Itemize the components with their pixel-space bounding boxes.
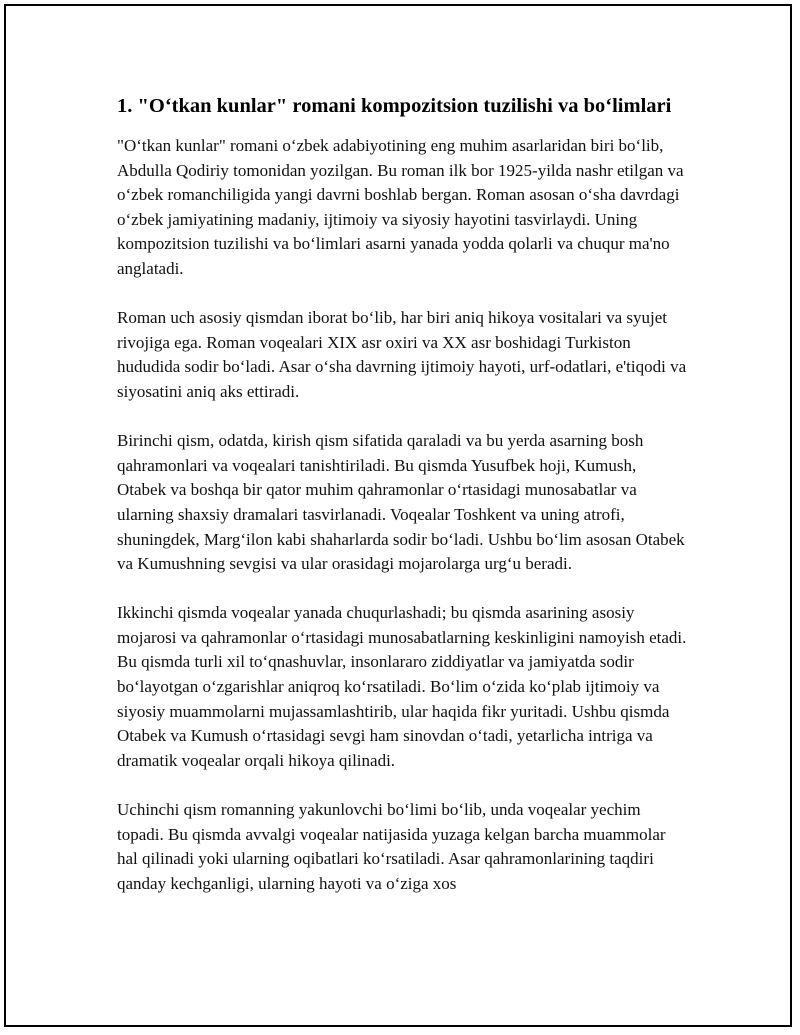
document-body bbox=[117, 93, 689, 896]
paragraph-part-two: Ikkinchi qismda voqealar yanada chuqurlashadi; bu qismda asarining asosiy mojarosi va qahramonlar o‘rtasidagi munosabatlarning keskinligini namoyish etadi. Bu qismda turli xil to‘qnashuvlar, insonlararo ziddiyatlar va jamiyatda sodir bo‘layotgan o‘zgarishlar aniqroq ko‘rsatiladi. Bo‘lim o‘zida ko‘plab ijtimoiy va siyosiy muammolarni mujassamlashtirib, ular haqida fikr yuritadi. Ushbu qismda Otabek va Kumush o‘rtasidagi sevgi ham sinovdan o‘tadi, yetarlicha intriga va dramatik voqealar orqali hikoya qilinadi. bbox=[117, 603, 687, 770]
paragraph-part-three: Uchinchi qism romanning yakunlovchi bo‘limi bo‘lib, unda voqealar yechim topadi. Bu qismda avvalgi voqealar natijasida yuzaga kelgan barcha muammolar hal qilinadi yoki ularning oqibatlari ko‘rsatiladi. Asar qahramonlarining taqdiri qanday kechganligi, ularning hayoti va o‘ziga xos bbox=[117, 800, 666, 893]
paragraph-intro: "O‘tkan kunlar" romani o‘zbek adabiyotining eng muhim asarlaridan biri bo‘lib, Abdulla Qodiriy tomonidan yozilgan. Bu roman ilk bor 1925-yilda nashr etilgan va o‘zbek romanchiligida yangi davrni boshlab bergan. Roman asosan o‘sha davrdagi o‘zbek jamiyatining madaniy, ijtimoiy va siyosiy hayotini tasvirlaydi. Uning kompozitsion tuzilishi va bo‘limlari asarni yanada yodda qolarli va chuqur ma'no anglatadi. bbox=[117, 136, 684, 278]
paragraph-part-one: Birinchi qism, odatda, kirish qism sifatida qaraladi va bu yerda asarning bosh qahramonlari va voqealari tanishtiriladi. Bu qismda Yusufbek hoji, Kumush, Otabek va boshqa bir qator muhim qahramonlar o‘rtasidagi munosabatlar va ularning shaxsiy dramalari tasvirlanadi. Voqealar Toshkent va uning atrofi, shuningdek, Marg‘ilon kabi shaharlarda sodir bo‘ladi. Ushbu bo‘lim asosan Otabek va Kumushning sevgisi va ular orasidagi mojarolarga urg‘u beradi. bbox=[117, 431, 685, 574]
section-heading: 1. "O‘tkan kunlar" romani kompozitsion tuzilishi va bo‘limlari bbox=[117, 95, 672, 117]
paragraph-structure: Roman uch asosiy qismdan iborat bo‘lib, har biri aniq hikoya vositalari va syujet rivojiga ega. Roman voqealari XIX asr oxiri va XX asr boshidagi Turkiston hududida sodir bo‘ladi. Asar o‘sha davrning ijtimoiy hayoti, urf-odatlari, e'tiqodi va siyosatini aniq aks ettiradi. bbox=[117, 308, 687, 401]
